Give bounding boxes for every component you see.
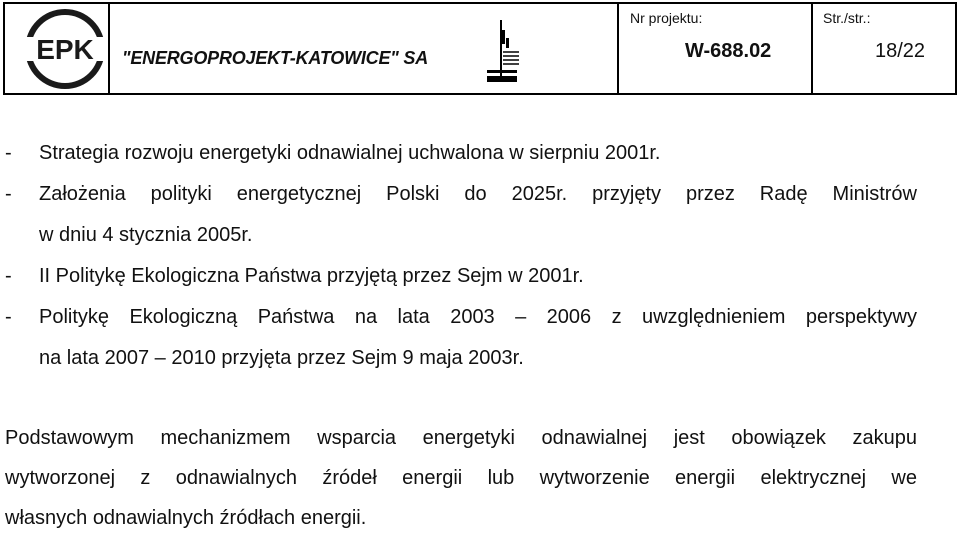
project-number: W-688.02 [685, 40, 772, 62]
list-dash: - [5, 306, 12, 328]
list-item-text: Strategia rozwoju energetyki odnawialnej uchwalona w sierpniu 2001r. [39, 142, 661, 164]
page-label: Str./str.: [823, 10, 871, 26]
list-item-text: II Politykę Ekologiczna Państwa przyjętą przez Sejm w 2001r. [39, 265, 584, 287]
epk-logo [23, 7, 107, 91]
company-name: "ENERGOPROJEKT-KATOWICE" SA [122, 48, 429, 68]
header-divider [108, 4, 110, 93]
logo-text: EPK [36, 34, 94, 65]
list-item-text: Założenia polityki energetycznej Polski do 2025r. przyjęty przez Radę Ministrów [39, 183, 917, 205]
emblem-icon [483, 18, 521, 84]
paragraph-line: własnych odnawialnych źródłach energii. [5, 507, 367, 529]
page-number: 18/22 [875, 40, 926, 62]
list-item-text: Politykę Ekologiczną Państwa na lata 2003 – 2006 z uwzględnieniem perspektywy [39, 306, 917, 328]
document-header [3, 2, 957, 95]
project-number-label: Nr projektu: [630, 10, 703, 26]
header-divider [617, 4, 619, 93]
list-item-text: w dniu 4 stycznia 2005r. [39, 224, 253, 246]
list-dash: - [5, 183, 12, 205]
paragraph-line: wytworzonej z odnawialnych źródeł energii lub wytworzenie energii elektrycznej we [5, 467, 917, 489]
list-dash: - [5, 142, 12, 164]
paragraph-line: Podstawowym mechanizmem wsparcia energetyki odnawialnej jest obowiązek zakupu [5, 427, 917, 449]
list-item-text: na lata 2007 – 2010 przyjęta przez Sejm 9 maja 2003r. [39, 347, 524, 369]
list-dash: - [5, 265, 12, 287]
header-divider [811, 4, 813, 93]
